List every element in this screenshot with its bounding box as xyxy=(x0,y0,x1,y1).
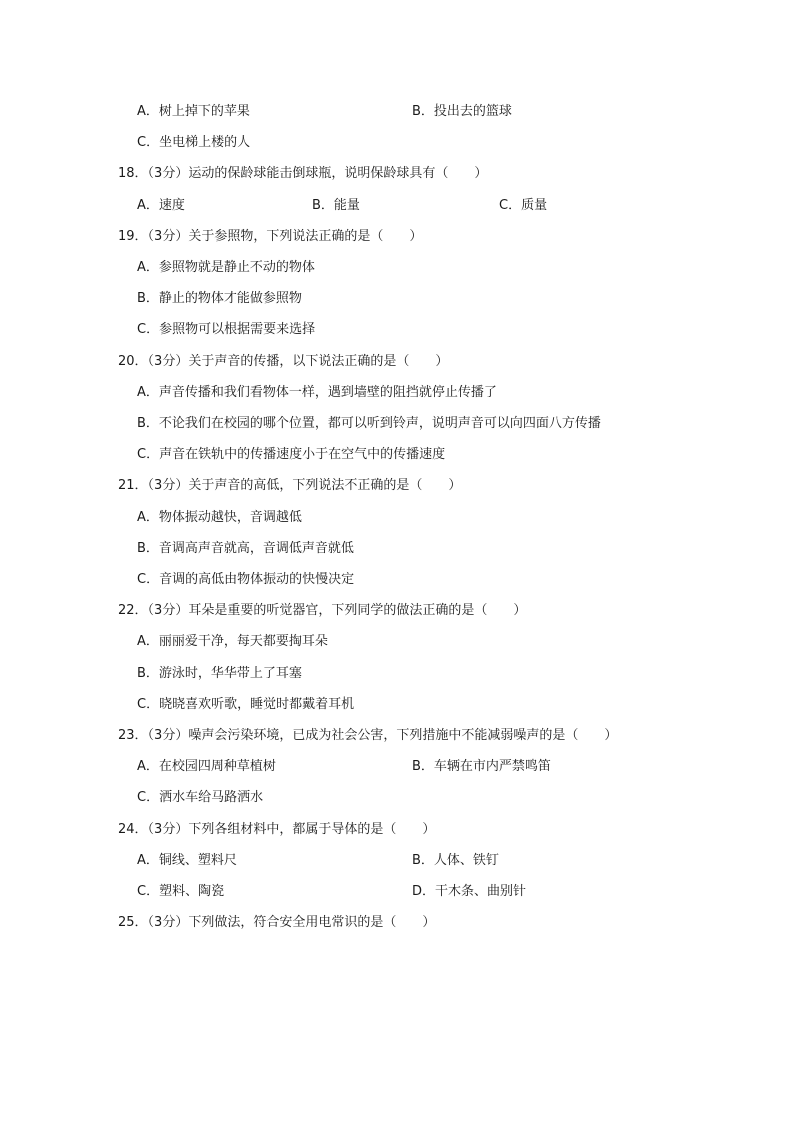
question-25-stem: 25．（3分）下列做法，符合安全用电常识的是（ ） xyxy=(118,915,436,930)
question-24-stem: 24．（3分）下列各组材料中，都属于导体的是（ ） xyxy=(118,822,436,837)
question-19-stem: 19．（3分）关于参照物，下列说法正确的是（ ） xyxy=(118,229,423,244)
option-18b: B．能量 xyxy=(312,198,360,213)
option-19b: B．静止的物体才能做参照物 xyxy=(137,291,302,306)
option-19c: C．参照物可以根据需要来选择 xyxy=(137,322,316,337)
option-23a: A．在校园四周种草植树 xyxy=(137,759,276,774)
question-21-stem: 21．（3分）关于声音的高低，下列说法不正确的是（ ） xyxy=(118,478,462,493)
option-22a: A．丽丽爱干净，每天都要掏耳朵 xyxy=(137,634,328,649)
option-17b: B．投出去的篮球 xyxy=(412,104,512,119)
option-19a: A．参照物就是静止不动的物体 xyxy=(137,260,315,275)
option-21c: C．音调的高低由物体振动的快慢决定 xyxy=(137,572,355,587)
option-24c: C．塑料、陶瓷 xyxy=(137,884,225,899)
option-21a: A．物体振动越快，音调越低 xyxy=(137,510,302,525)
option-17c: C．坐电梯上楼的人 xyxy=(137,135,251,150)
option-17a: A．树上掉下的苹果 xyxy=(137,104,250,119)
option-22c: C．晓晓喜欢听歌，睡觉时都戴着耳机 xyxy=(137,697,355,712)
option-20c: C．声音在铁轨中的传播速度小于在空气中的传播速度 xyxy=(137,447,446,462)
option-24b: B．人体、铁钉 xyxy=(412,853,499,868)
question-22-stem: 22．（3分）耳朵是重要的听觉器官，下列同学的做法正确的是（ ） xyxy=(118,603,527,618)
option-22b: B．游泳时，华华带上了耳塞 xyxy=(137,666,302,681)
option-18a: A．速度 xyxy=(137,198,185,213)
option-24a: A．铜线、塑料尺 xyxy=(137,853,237,868)
option-21b: B．音调高声音就高，音调低声音就低 xyxy=(137,541,354,556)
question-18-stem: 18．（3分）运动的保龄球能击倒球瓶，说明保龄球具有（ ） xyxy=(118,166,488,181)
option-20b: B．不论我们在校园的哪个位置，都可以听到铃声，说明声音可以向四面八方传播 xyxy=(137,416,601,431)
option-23c: C．洒水车给马路洒水 xyxy=(137,790,264,805)
option-23b: B．车辆在市内严禁鸣笛 xyxy=(412,759,551,774)
option-20a: A．声音传播和我们看物体一样，遇到墙壁的阻挡就停止传播了 xyxy=(137,385,497,400)
option-24d: D．干木条、曲别针 xyxy=(412,884,527,899)
question-20-stem: 20．（3分）关于声音的传播，以下说法正确的是（ ） xyxy=(118,354,449,369)
option-18c: C．质量 xyxy=(499,198,548,213)
question-23-stem: 23．（3分）噪声会污染环境，已成为社会公害，下列措施中不能减弱噪声的是（ ） xyxy=(118,728,618,743)
